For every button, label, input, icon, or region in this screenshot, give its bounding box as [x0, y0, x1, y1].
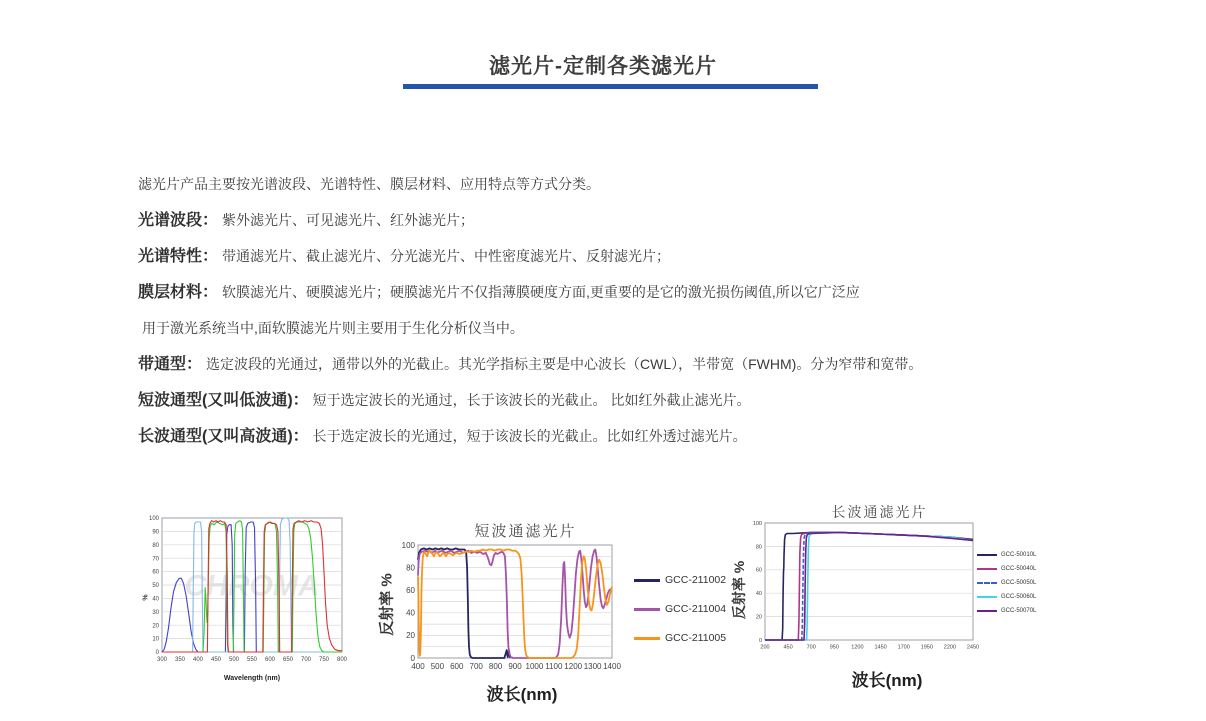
svg-text:2200: 2200 — [943, 644, 957, 651]
svg-text:1200: 1200 — [564, 662, 583, 671]
legend-item — [977, 594, 1036, 600]
svg-text:450: 450 — [210, 657, 222, 663]
spec-item — [138, 346, 1088, 382]
svg-text:100: 100 — [148, 516, 159, 523]
spec-text: 带通滤光片、截止滤光片、分光滤光片、中性密度滤光片、反射滤光片； — [222, 248, 671, 264]
page-title: 滤光片-定制各类滤光片 — [489, 55, 717, 78]
legend-item — [977, 566, 1036, 572]
spec-label: 带通型： — [138, 356, 203, 373]
spec-text: 短于选定波长的光通过，长于该波长的光截止。 比如红外截止滤光片。 — [312, 392, 751, 408]
legend-label: GCC-50040L — [1001, 566, 1037, 572]
svg-text:20: 20 — [152, 623, 159, 630]
legend-label: GCC-50010L — [1001, 552, 1037, 558]
svg-text:600: 600 — [450, 662, 464, 671]
svg-text:1200: 1200 — [851, 644, 864, 651]
svg-text:40: 40 — [406, 608, 415, 618]
svg-text:550: 550 — [246, 657, 258, 663]
svg-text:0: 0 — [410, 653, 415, 663]
svg-text:1450: 1450 — [874, 644, 887, 651]
svg-text:CHROMA: CHROMA — [184, 569, 320, 603]
chart-title: 长波通滤光片 — [831, 504, 928, 520]
svg-text:1700: 1700 — [897, 644, 910, 651]
spec-text: 长于选定波长的光通过，短于该波长的光截止。比如红外透过滤光片。 — [312, 428, 747, 444]
svg-text:50: 50 — [152, 583, 159, 590]
svg-text:1300: 1300 — [583, 662, 602, 671]
chart-y-label: 反射率 % — [731, 560, 747, 620]
longpass-filter-chart — [727, 498, 1079, 712]
svg-text:60: 60 — [406, 586, 415, 595]
svg-text:30: 30 — [152, 609, 159, 616]
svg-text:300: 300 — [156, 657, 168, 663]
svg-text:700: 700 — [300, 657, 312, 663]
spec-label: 膜层材料： — [138, 284, 219, 301]
spec-item — [138, 274, 1088, 310]
svg-text:1400: 1400 — [603, 662, 621, 671]
svg-text:750: 750 — [318, 657, 330, 663]
chart-y-label: % — [142, 594, 150, 601]
shortpass-filter-chart — [372, 514, 727, 716]
svg-text:60: 60 — [755, 567, 762, 574]
legend-swatch — [634, 608, 660, 611]
legend-item — [977, 580, 1036, 586]
svg-text:350: 350 — [174, 657, 186, 663]
spec-text: 软膜滤光片、硬膜滤光片；硬膜滤光片不仅指薄膜硬度方面,更重要的是它的激光损伤阈值,所以它广泛应 — [222, 284, 860, 300]
spec-item — [138, 238, 1088, 274]
chart-y-label: 反射率 % — [378, 573, 396, 636]
chart-x-label: Wavelength (nm) — [223, 675, 281, 682]
legend-item — [634, 632, 726, 644]
description-block — [138, 166, 1088, 454]
svg-text:800: 800 — [336, 657, 348, 663]
legend-item — [977, 608, 1036, 614]
svg-text:60: 60 — [152, 569, 159, 576]
svg-text:950: 950 — [829, 644, 839, 651]
chart-x-label: 波长(nm) — [851, 671, 923, 690]
legend-label: GCC-211004 — [665, 603, 727, 615]
svg-text:80: 80 — [755, 544, 762, 551]
legend-label: GCC-50060L — [1001, 594, 1037, 600]
svg-text:80: 80 — [152, 542, 159, 549]
svg-text:900: 900 — [508, 662, 522, 671]
svg-text:600: 600 — [264, 657, 276, 663]
chart-canvas — [392, 540, 620, 682]
legend-label: GCC-211005 — [665, 632, 727, 644]
svg-text:500: 500 — [430, 662, 445, 671]
svg-text:700: 700 — [806, 644, 816, 651]
chart-canvas — [735, 518, 979, 660]
spec-label: 长波通型(又叫高波通)： — [138, 428, 309, 445]
svg-text:10: 10 — [152, 636, 159, 643]
svg-text:0: 0 — [155, 650, 159, 657]
svg-text:1950: 1950 — [920, 644, 933, 651]
legend-swatch — [977, 610, 997, 612]
svg-text:200: 200 — [760, 644, 770, 651]
svg-text:100: 100 — [401, 540, 415, 550]
svg-text:1100: 1100 — [545, 662, 563, 671]
bandpass-spectra-chart — [138, 512, 350, 704]
svg-text:450: 450 — [783, 644, 793, 651]
legend-item — [977, 552, 1036, 558]
chart-canvas — [138, 512, 350, 670]
svg-text:500: 500 — [228, 657, 240, 663]
svg-text:2450: 2450 — [966, 644, 980, 651]
spec-label: 短波通型(又叫低波通)： — [138, 392, 309, 409]
spec-item — [138, 382, 1088, 418]
spec-text: 选定波段的光通过，通带以外的光截止。其光学指标主要是中心波长（CWL），半带宽（FWHM)。分为窄带和宽带。 — [206, 356, 923, 372]
spec-text: 紫外滤光片、可见滤光片、红外滤光片； — [222, 212, 475, 228]
legend-swatch — [977, 596, 997, 598]
spec-label: 光谱特性： — [138, 248, 219, 265]
svg-text:650: 650 — [282, 657, 294, 663]
svg-text:100: 100 — [752, 520, 762, 527]
title-underline — [403, 84, 818, 89]
chart-x-label: 波长(nm) — [486, 685, 558, 704]
chart-legend — [977, 552, 1036, 614]
legend-swatch — [634, 579, 660, 582]
legend-swatch — [634, 637, 660, 640]
spec-item — [138, 418, 1088, 454]
legend-item — [634, 603, 726, 615]
legend-label: GCC-50050L — [1001, 580, 1037, 586]
svg-text:400: 400 — [411, 662, 425, 671]
svg-text:40: 40 — [755, 591, 762, 598]
svg-text:700: 700 — [469, 662, 483, 671]
svg-text:20: 20 — [755, 614, 762, 621]
svg-text:0: 0 — [758, 637, 762, 644]
chart-title: 短波通滤光片 — [474, 523, 577, 540]
spec-item — [138, 310, 1088, 346]
legend-swatch — [977, 582, 997, 584]
svg-text:800: 800 — [488, 662, 503, 671]
svg-text:40: 40 — [152, 596, 159, 603]
spec-text: 用于激光系统当中,面软膜滤光片则主要用于生化分析仪当中。 — [142, 320, 524, 336]
chart-legend — [634, 574, 726, 644]
svg-text:1000: 1000 — [525, 662, 544, 671]
legend-swatch — [977, 568, 997, 570]
spec-label: 光谱波段： — [138, 212, 219, 229]
legend-label: GCC-50070L — [1001, 608, 1037, 614]
svg-text:400: 400 — [192, 657, 204, 663]
intro-text: 滤光片产品主要按光谱波段、光谱特性、膜层材料、应用特点等方式分类。 — [138, 176, 600, 192]
svg-text:90: 90 — [152, 529, 159, 536]
svg-text:80: 80 — [406, 563, 415, 573]
legend-swatch — [977, 554, 997, 556]
spec-item — [138, 202, 1088, 238]
svg-text:70: 70 — [152, 556, 159, 563]
legend-label: GCC-211002 — [665, 574, 727, 586]
legend-item — [634, 574, 726, 586]
svg-text:20: 20 — [406, 631, 415, 641]
